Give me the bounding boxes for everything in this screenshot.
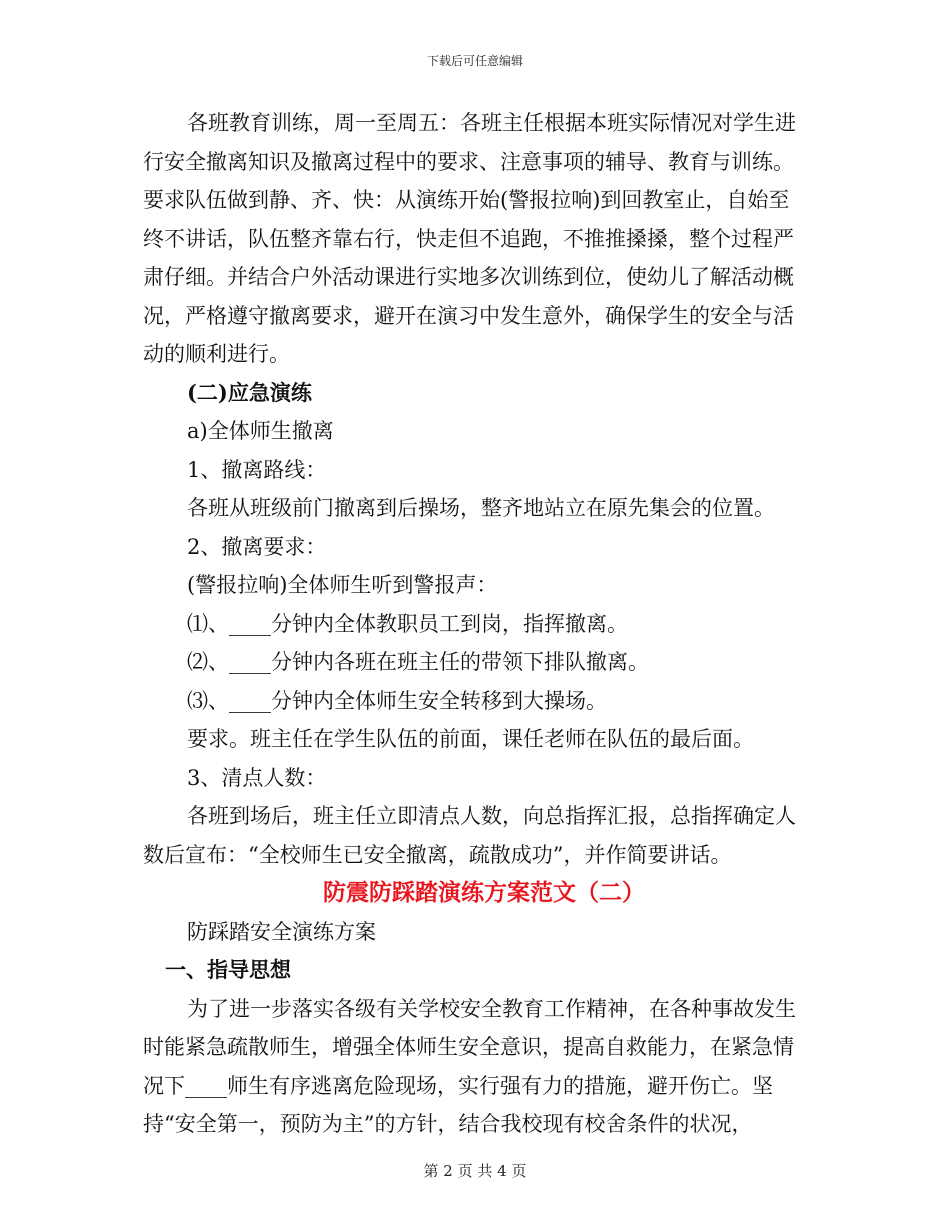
paragraph-training: 各班教育训练，周一至周五：各班主任根据本班实际情况对学生进行安全撤离知识及撤离过程中的要求、注意事项的辅导、教育与训练。要求队伍做到静、齐、快：从演练开始(警报拉响)到回教室止，自始至终不讲话，队伍整齐靠右行，快走但不追跑，不推推搡搡，整个过程严肃仔细。并结合户外活动课进行实地多次训练到位，使幼儿了解活动概况，严格遵守撤离要求，避开在演习中发生意外，确保学生的安全与活动的顺利进行。 (143, 111, 796, 366)
page-content (143, 104, 803, 1144)
heading-guiding-ideology: 一、指导思想 (165, 957, 291, 982)
item-headcount-text: 各班到场后，班主任立即清点人数，向总指挥汇报，总指挥确定人数后宣布：“全校师生已安全撤离，疏散成功”，并作简要讲话。 (143, 804, 796, 867)
subheading-evacuation: a)全体师生撤离 (187, 419, 334, 443)
item-headcount-title: 3、清点人数： (187, 765, 327, 790)
page-footer: 第 2 页 共 4 页 (423, 1162, 527, 1180)
item-route-title: 1、撤离路线： (187, 457, 327, 482)
step-3: ⑶、____分钟内全体师生安全转移到大操场。 (187, 688, 607, 713)
item-requirements-title: 2、撤离要求： (187, 534, 327, 559)
section-title: 防震防踩踏演练方案范文（二） (323, 879, 645, 906)
section-subtitle: 防踩踏安全演练方案 (187, 919, 376, 944)
page-header: 下载后可任意编辑 (426, 54, 523, 68)
item-requirements-intro: (警报拉响)全体师生听到警报声： (187, 573, 498, 597)
requirement-note: 要求。班主任在学生队伍的前面，课任老师在队伍的最后面。 (187, 727, 754, 751)
step-1: ⑴、____分钟内全体教职员工到岗，指挥撤离。 (187, 611, 628, 636)
paragraph-guiding-ideology: 为了进一步落实各级有关学校安全教育工作精神，在各种事故发生时能紧急疏散师生，增强全体师生安全意识，提高自救能力，在紧急情况下____师生有序逃离危险现场，实行强有力的措施，避开伤亡。坚持“安全第一，预防为主”的方针，结合我校现有校舍条件的状况， (143, 996, 796, 1136)
heading-emergency-drill: (二)应急演练 (187, 379, 312, 405)
item-route-text: 各班从班级前门撤离到后操场，整齐地站立在原先集会的位置。 (187, 496, 775, 520)
step-2: ⑵、____分钟内各班在班主任的带领下排队撤离。 (187, 650, 649, 674)
